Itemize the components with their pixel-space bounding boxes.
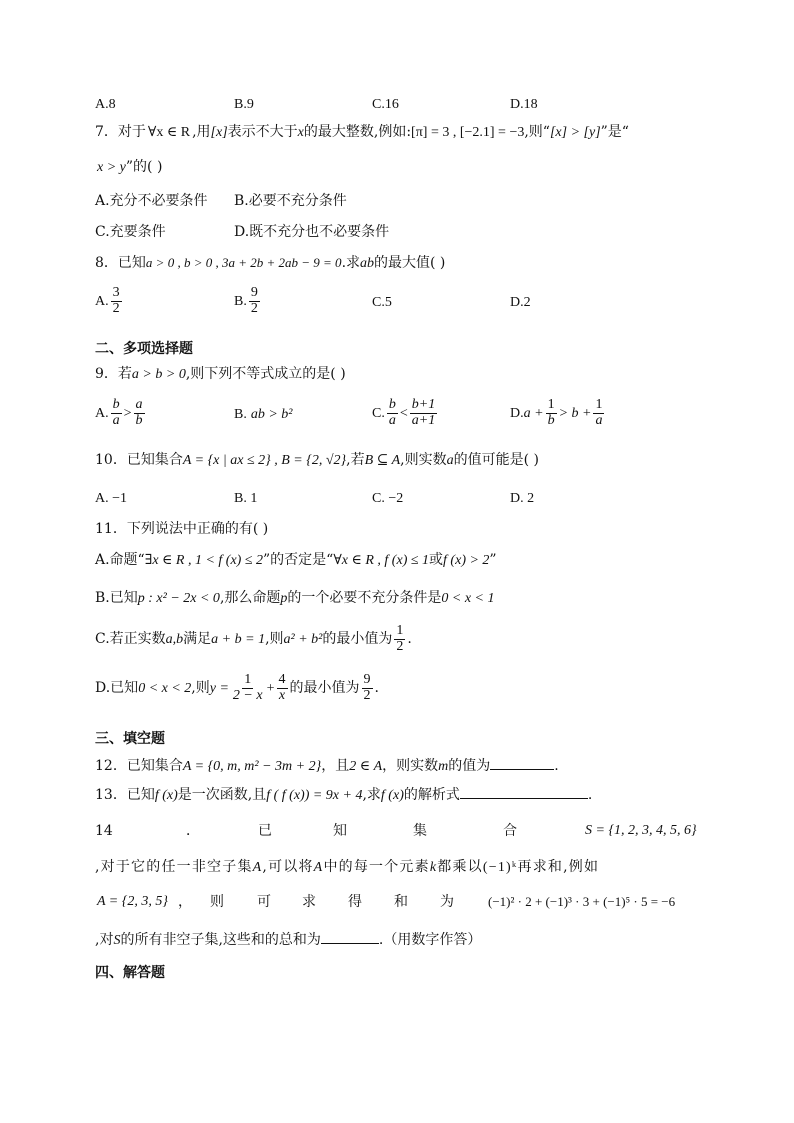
q7-text: ,用 — [192, 124, 211, 140]
q7-text: ,则“ — [524, 124, 550, 140]
q14-math: (−1)ᵏ — [482, 860, 518, 875]
q6-option-a: A.8 — [95, 97, 116, 112]
q10-option-c: C. −2 — [372, 491, 404, 506]
q10-text: ,若 — [346, 452, 365, 468]
q11-text: 的最小值为 — [289, 680, 360, 697]
fraction-num: 9 — [363, 672, 371, 687]
q10-number: 10． — [95, 452, 127, 468]
fraction-den: 2 — [250, 300, 258, 316]
q7-math: [π] = 3 , [−2.1] = −3 — [411, 125, 525, 140]
fraction-num: b — [112, 397, 120, 412]
fraction-den: 2 — [363, 687, 371, 703]
q10-text: ,则实数 — [400, 452, 447, 468]
q13-math: f (x) — [154, 788, 178, 803]
q13-number: 13． — [95, 787, 127, 803]
q14-word: 14 — [95, 823, 113, 839]
q14-math: A = {2, 3, 5} — [97, 894, 168, 909]
q8-option-c: C.5 — [372, 295, 392, 310]
fraction — [410, 398, 437, 428]
q10-var: a — [446, 453, 454, 468]
section-heading-problems: 四、解答题 — [95, 965, 165, 981]
fraction-num: b+1 — [411, 397, 436, 412]
q11-option-b — [95, 591, 495, 606]
q14-var: A — [252, 860, 263, 875]
q7-var: x — [297, 125, 304, 140]
q11-text: 的最小值为 — [322, 631, 393, 648]
q12-math: 2 ∈ A — [349, 759, 383, 774]
q9-option-label: A. — [95, 406, 109, 422]
fraction-num: 9 — [250, 285, 258, 300]
q7-option-d: D.既不充分也不必要条件 — [234, 224, 390, 240]
q7-text: 的最大整数,例如: — [303, 124, 412, 140]
q12-number: 12． — [95, 758, 127, 774]
fraction-num: 1 — [547, 397, 555, 412]
q11-text: 的一个必要不充分条件是 — [287, 590, 442, 606]
q6-option-d: D.18 — [510, 97, 538, 112]
q11-text: B.已知 — [95, 590, 138, 606]
q14-math: S = {1, 2, 3, 4, 5, 6} — [585, 823, 697, 838]
fraction-den: 2 − x — [232, 687, 263, 703]
q11-text: . — [374, 680, 379, 697]
q7-number: 7． — [95, 124, 118, 140]
fraction-num: 4 — [278, 672, 286, 687]
operator: + — [266, 681, 275, 697]
q11-math: 0 < x < 2 — [138, 681, 192, 697]
q11-math: a² + b² — [283, 632, 323, 648]
fraction — [134, 398, 145, 428]
fraction — [111, 286, 122, 316]
q10-math: B ⊆ A — [364, 453, 401, 468]
q12-text: ，且 — [321, 758, 350, 774]
q14-text: 再求和,例如 — [517, 859, 600, 875]
q11-text: ” — [489, 552, 497, 568]
q7-text: 表示不大于 — [227, 124, 298, 140]
fraction — [111, 398, 122, 428]
q12-text: ，则实数 — [382, 758, 439, 774]
fraction-den: a+1 — [411, 412, 436, 428]
q8-option-b — [234, 286, 262, 316]
q12-text: . — [554, 758, 559, 774]
fraction-num: 1 — [595, 397, 603, 412]
q11-math: ∀x ∈ R , f (x) ≤ 1 — [333, 553, 430, 568]
q11-math: y = — [209, 681, 229, 697]
answer-blank[interactable] — [460, 786, 588, 799]
q14-text: .（用数字作答） — [378, 932, 482, 948]
question-8 — [95, 256, 445, 271]
answer-blank[interactable] — [321, 931, 379, 944]
fraction — [277, 673, 288, 703]
q7-math: ∀x ∈ R — [147, 125, 191, 140]
q6-option-b: B.9 — [234, 97, 254, 112]
q12-text: 已知集合 — [126, 758, 183, 774]
q14-line2 — [95, 860, 599, 875]
q6-option-c: C.16 — [372, 97, 399, 112]
section-heading-fill-in: 三、填空题 — [95, 731, 165, 747]
q8-option-a — [95, 286, 124, 316]
fraction — [362, 673, 373, 703]
q9-math: > b + — [558, 406, 592, 422]
q9-text: ,则下列不等式成立的是( ) — [185, 366, 346, 382]
question-13 — [95, 786, 592, 803]
q11-option-c — [95, 624, 412, 654]
q11-var: p — [280, 591, 288, 606]
q11-text: ”的否定是“ — [263, 552, 334, 568]
fraction-den: b — [547, 412, 555, 428]
q9-option-b — [234, 407, 293, 422]
q9-option-label: B. — [234, 407, 247, 422]
q7-text: 对于 — [117, 124, 146, 140]
q8-option-label: B. — [234, 294, 247, 310]
question-7-line1 — [95, 125, 629, 140]
q7-text: ”是“ — [600, 124, 629, 140]
fraction — [394, 624, 405, 654]
q11-option-a — [95, 553, 497, 568]
q14-var: S — [113, 933, 121, 948]
q11-text: 或 — [429, 552, 444, 568]
q11-text: . — [407, 631, 412, 648]
q9-text: 若 — [117, 366, 132, 382]
fraction — [387, 398, 398, 428]
q8-text: 已知 — [117, 255, 146, 271]
q9-option-a — [95, 398, 147, 428]
q13-text: 已知 — [126, 787, 155, 803]
fraction-den: b — [135, 412, 143, 428]
fraction-den: 2 — [112, 300, 120, 316]
q14-word: 得 — [348, 894, 362, 910]
q11-math: a + b = 1 — [211, 632, 266, 648]
q9-math: a > b > 0 — [131, 367, 186, 382]
q8-text: 的最大值( ) — [374, 255, 446, 271]
q11-option-d — [95, 673, 379, 703]
fraction — [593, 398, 604, 428]
q11-text: D.已知 — [95, 680, 139, 697]
q10-option-a: A. −1 — [95, 491, 128, 506]
q9-math: ab > b² — [250, 407, 293, 422]
operator: < — [399, 406, 408, 422]
q12-var: m — [438, 759, 449, 774]
q11-math: 0 < x < 1 — [441, 591, 495, 606]
q9-option-label: C. — [372, 406, 385, 422]
q11-number: 11． — [95, 521, 127, 537]
q11-text: A.命题“ — [95, 552, 145, 568]
operator: > — [123, 406, 132, 422]
question-12 — [95, 757, 559, 774]
q8-text: .求 — [341, 255, 361, 271]
q14-word: 集 — [413, 823, 427, 839]
q11-text: 满足 — [183, 631, 212, 648]
q14-text: ,对于它的任一非空子集 — [95, 859, 253, 875]
q14-word: 为 — [440, 894, 454, 910]
q14-var: A — [313, 860, 324, 875]
q11-var: a,b — [165, 632, 184, 648]
q13-text: 的解析式 — [403, 787, 460, 803]
q9-number: 9． — [95, 366, 118, 382]
section-heading-multiple-choice: 二、多项选择题 — [95, 341, 193, 357]
q11-math: ∃x ∈ R , 1 < f (x) ≤ 2 — [144, 553, 264, 568]
fraction-num: 1 — [244, 672, 252, 687]
q7-text: ”的( ) — [125, 159, 163, 175]
q14-text: 都乘以 — [437, 859, 483, 875]
q11-math: f (x) > 2 — [443, 553, 490, 568]
q9-option-label: D. — [510, 406, 524, 422]
q8-option-d: D.2 — [510, 295, 531, 310]
q12-text: 的值为 — [448, 758, 491, 774]
q11-text: ,则 — [191, 680, 210, 697]
q8-option-label: A. — [95, 294, 109, 310]
q14-word: 已 — [258, 823, 272, 839]
fraction-den: a — [112, 412, 120, 428]
q10-math: A = {x | ax ≤ 2} , B = {2, √2} — [182, 453, 347, 468]
q11-text: ,那么命题 — [219, 590, 281, 606]
q14-math: (−1)² · 2 + (−1)³ · 3 + (−1)⁵ · 5 = −6 — [488, 894, 676, 909]
q14-word: 知 — [333, 823, 347, 839]
question-9 — [95, 367, 346, 382]
q11-text: ,则 — [265, 631, 284, 648]
q14-word: 则 — [210, 894, 224, 910]
q11-text: C.若正实数 — [95, 631, 166, 648]
q8-number: 8． — [95, 255, 118, 271]
question-10 — [95, 453, 539, 468]
q10-option-b: B. 1 — [234, 491, 258, 506]
q10-text: 已知集合 — [126, 452, 183, 468]
q13-text: ,求 — [362, 787, 381, 803]
q14-line4 — [95, 931, 481, 948]
q14-word: 和 — [394, 894, 408, 910]
q14-word: ， — [178, 894, 192, 910]
q13-text: 是一次函数,且 — [177, 787, 267, 803]
q14-word: 合 — [503, 823, 517, 839]
q10-text: 的值可能是( ) — [453, 452, 539, 468]
fraction-num: 3 — [112, 285, 120, 300]
q14-word: 求 — [302, 894, 316, 910]
q11-math: p : x² − 2x < 0 — [137, 591, 220, 606]
q7-math: [x] — [210, 125, 228, 140]
q13-math: f ( f (x)) = 9x + 4 — [266, 788, 363, 803]
q14-text: 的所有非空子集,这些和的总和为 — [120, 932, 321, 948]
fraction-num: 1 — [396, 623, 404, 638]
fraction — [249, 286, 260, 316]
fraction-den: 2 — [396, 638, 404, 654]
q7-option-a: A.充分不必要条件 — [95, 193, 208, 209]
q8-math: a > 0 , b > 0 , 3a + 2b + 2ab − 9 = 0 — [145, 255, 342, 270]
question-11 — [95, 522, 268, 536]
q14-text: 中的每一个元素 — [323, 859, 430, 875]
q13-text: . — [587, 787, 593, 803]
fraction — [231, 673, 265, 703]
q14-word: ． — [186, 823, 200, 839]
q11-text: 下列说法中正确的有( ) — [126, 521, 269, 537]
fraction-den: a — [388, 412, 396, 428]
q9-math: a + — [523, 406, 544, 422]
q13-math: f (x) — [380, 788, 404, 803]
fraction-num: a — [135, 397, 143, 412]
q12-math: A = {0, m, m² − 3m + 2} — [182, 759, 322, 774]
question-7-line2 — [97, 160, 162, 175]
answer-blank[interactable] — [490, 757, 554, 770]
fraction-num: b — [388, 397, 396, 412]
q7-option-b: B.必要不充分条件 — [234, 193, 347, 209]
q7-math: [x] > [y] — [549, 125, 601, 140]
q10-option-d: D. 2 — [510, 491, 535, 506]
q9-option-c — [372, 398, 439, 428]
q7-math: x > y — [97, 160, 126, 175]
q14-word: 可 — [257, 894, 271, 910]
q14-text: ,对 — [95, 932, 114, 948]
q14-text: ,可以将 — [262, 859, 314, 875]
q7-option-c: C.充要条件 — [95, 224, 166, 240]
q14-var: k — [429, 860, 438, 875]
q9-option-d — [510, 398, 606, 428]
fraction-den: a — [595, 412, 603, 428]
fraction — [546, 398, 557, 428]
fraction-den: x — [278, 687, 286, 703]
q8-var: ab — [360, 256, 375, 271]
